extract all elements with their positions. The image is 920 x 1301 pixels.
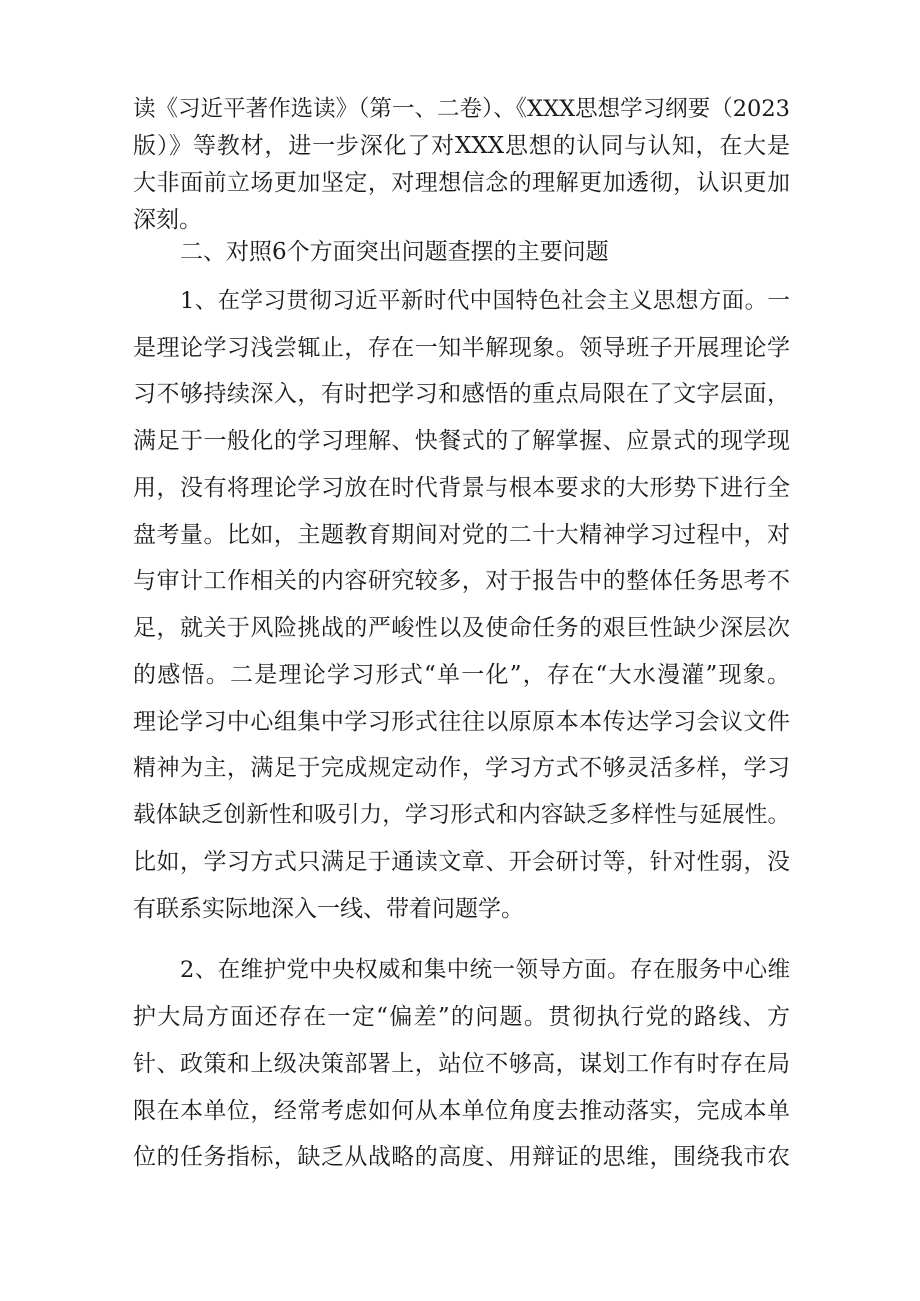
p1-line-7: 与审计工作相关的内容研究较多，对于报告中的整体任务思考不 <box>133 568 790 594</box>
p1-line-5: 用，没有将理论学习放在时代背景与根本要求的大形势下进行全 <box>133 475 790 501</box>
p1-line-12: 载体缺乏创新性和吸引力，学习形式和内容缺乏多样性与延展性。 <box>133 802 790 828</box>
p1-line-6: 盘考量。比如，主题教育期间对党的二十大精神学习过程中，对 <box>133 522 790 548</box>
p1-line-14: 有联系实际地深入一线、带着问题学。 <box>133 896 524 922</box>
p1-line-10: 理论学习中心组集中学习形式往往以原原本本传达学习会议文件 <box>133 709 790 735</box>
p1-line-1: 1、在学习贯彻习近平新时代中国特色社会主义思想方面。一 <box>180 288 790 314</box>
p2-line-3: 针、政策和上级决策部署上，站位不够高，谋划工作有时存在局 <box>133 1051 790 1077</box>
intro-line-1: 读《习近平著作选读》（第一、二卷）、《XXX思想学习纲要（2023 <box>133 96 790 122</box>
p1-line-2: 是理论学习浅尝辄止，存在一知半解现象。领导班子开展理论学 <box>133 335 790 361</box>
p1-line-8: 足，就关于风险挑战的严峻性以及使命任务的艰巨性缺少深层次 <box>133 615 790 641</box>
p1-line-3: 习不够持续深入，有时把学习和感悟的重点局限在了文字层面， <box>133 381 790 407</box>
p2-line-2: 护大局方面还存在一定“偏差”的问题。贯彻执行党的路线、方 <box>133 1004 790 1030</box>
section-heading: 二、对照6个方面突出问题查摆的主要问题 <box>180 239 609 265</box>
p1-line-4: 满足于一般化的学习理解、快餐式的了解掌握、应景式的现学现 <box>133 428 790 454</box>
p2-line-5: 位的任务指标，缺乏从战略的高度、用辩证的思维，围绕我市农 <box>133 1144 790 1170</box>
intro-line-4: 深刻。 <box>133 207 202 233</box>
p2-line-4: 限在本单位，经常考虑如何从本单位角度去推动落实，完成本单 <box>133 1098 790 1124</box>
p1-line-13: 比如，学习方式只满足于通读文章、开会研讨等，针对性弱，没 <box>133 849 790 875</box>
intro-line-2: 版）》等教材，进一步深化了对XXX思想的认同与认知，在大是 <box>133 133 790 159</box>
intro-line-3: 大非面前立场更加坚定，对理想信念的理解更加透彻，认识更加 <box>133 170 790 196</box>
p1-line-9: 的感悟。二是理论学习形式“单一化”，存在“大水漫灌”现象。 <box>133 662 790 688</box>
p2-line-1: 2、在维护党中央权威和集中统一领导方面。存在服务中心维 <box>180 957 790 983</box>
p1-line-11: 精神为主，满足于完成规定动作，学习方式不够灵活多样，学习 <box>133 755 790 781</box>
